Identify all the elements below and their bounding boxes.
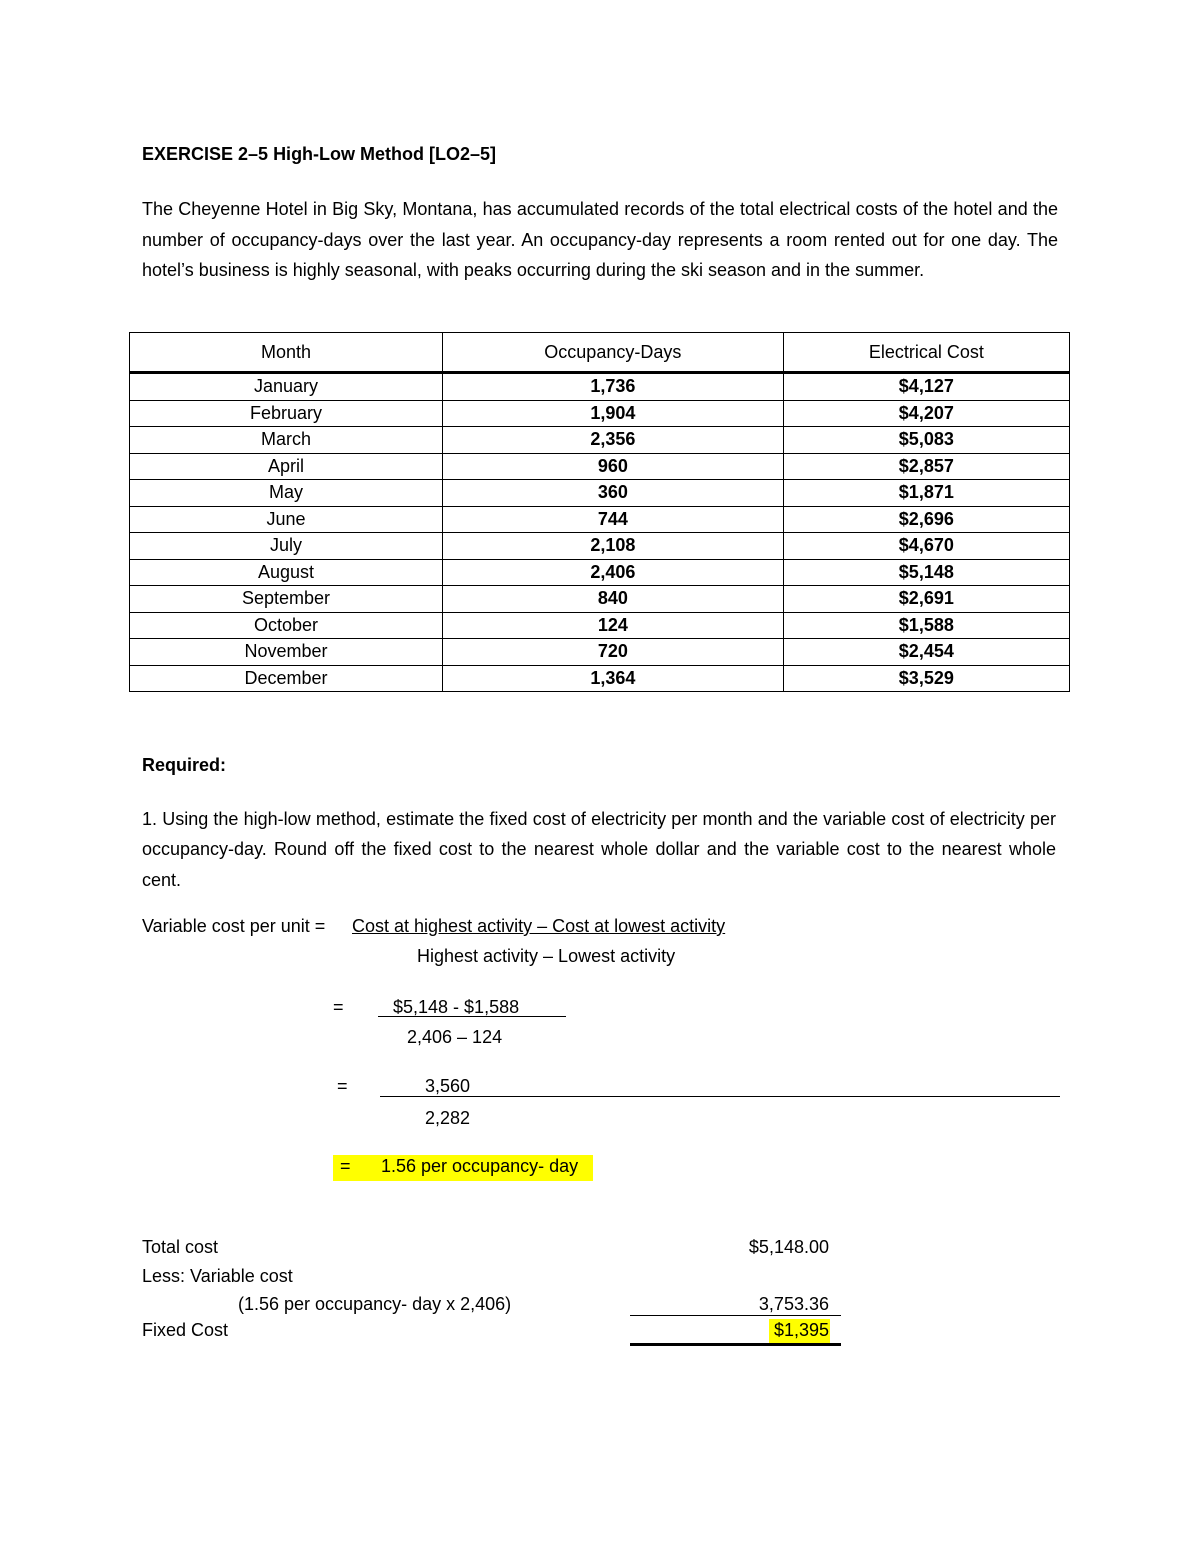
table-row (130, 533, 1070, 560)
table-row (130, 400, 1070, 427)
table-row (130, 506, 1070, 533)
occupancy-days-cell: 1,364 (443, 665, 784, 692)
exercise-title: EXERCISE 2–5 High-Low Method [LO2–5] (142, 144, 497, 164)
column-header: Occupancy-Days (443, 333, 784, 373)
step2-denominator: 2,282 (425, 1108, 471, 1128)
column-header: Electrical Cost (783, 333, 1069, 373)
variable-cost-result: 1.56 per occupancy- day (381, 1156, 579, 1176)
table-row (130, 586, 1070, 613)
electrical-cost-cell: $2,696 (783, 506, 1069, 533)
table-header-row (130, 333, 1070, 373)
electrical-cost-cell: $2,691 (783, 586, 1069, 613)
step2-fraction-line (380, 1096, 1060, 1097)
occupancy-days-cell: 840 (443, 586, 784, 613)
total-cost-label: Total cost (142, 1237, 219, 1257)
table-row (130, 427, 1070, 454)
month-cell: December (130, 665, 443, 692)
occupancy-days-cell: 1,904 (443, 400, 784, 427)
electrical-cost-cell: $4,127 (783, 373, 1069, 401)
electrical-cost-cell: $4,670 (783, 533, 1069, 560)
month-cell: May (130, 480, 443, 507)
table-row (130, 480, 1070, 507)
occupancy-days-cell: 360 (443, 480, 784, 507)
electrical-cost-cell: $1,588 (783, 612, 1069, 639)
electrical-cost-cell: $2,454 (783, 639, 1069, 666)
column-header: Month (130, 333, 443, 373)
electrical-cost-cell: $3,529 (783, 665, 1069, 692)
variable-calc-label: (1.56 per occupancy- day x 2,406) (238, 1294, 512, 1314)
electrical-cost-cell: $2,857 (783, 453, 1069, 480)
table-row (130, 665, 1070, 692)
month-cell: February (130, 400, 443, 427)
fixed-cost-label: Fixed Cost (142, 1320, 229, 1340)
table-row (130, 373, 1070, 401)
occupancy-days-cell: 960 (443, 453, 784, 480)
electrical-cost-cell: $1,871 (783, 480, 1069, 507)
occupancy-cost-table (129, 332, 1070, 692)
electrical-cost-cell: $5,083 (783, 427, 1069, 454)
month-cell: January (130, 373, 443, 401)
table-row (130, 559, 1070, 586)
total-cost-value: $5,148.00 (748, 1237, 829, 1257)
occupancy-days-cell: 2,406 (443, 559, 784, 586)
month-cell: July (130, 533, 443, 560)
less-variable-label: Less: Variable cost (142, 1266, 293, 1286)
formula-denominator: Highest activity – Lowest activity (417, 946, 676, 966)
formula-numerator: Cost at highest activity – Cost at lowest activity (352, 916, 726, 936)
month-cell: March (130, 427, 443, 454)
table-row (130, 612, 1070, 639)
occupancy-days-cell: 744 (443, 506, 784, 533)
equals-sign: = (340, 1156, 351, 1176)
table-row (130, 453, 1070, 480)
fixed-cost-value: $1,395 (773, 1320, 829, 1340)
formula-label: Variable cost per unit = (142, 916, 326, 936)
occupancy-days-cell: 2,356 (443, 427, 784, 454)
month-cell: September (130, 586, 443, 613)
occupancy-days-cell: 720 (443, 639, 784, 666)
month-cell: November (130, 639, 443, 666)
step1-denominator: 2,406 – 124 (407, 1027, 503, 1047)
variable-cost-value: 3,753.36 (758, 1294, 829, 1314)
step1-numerator: $5,148 - $1,588 (393, 997, 520, 1017)
step1-fraction-line (378, 1016, 566, 1017)
required-heading: Required: (142, 755, 227, 775)
intro-paragraph: The Cheyenne Hotel in Big Sky, Montana, has accumulated records of the total electrical costs of the hotel and the number of occupancy-days over the last year. An occupancy-day represents a room rented out for one day. The hotel’s business is highly seasonal, with peaks occurring during the ski season and in the summer. (142, 199, 1058, 281)
equals-sign: = (333, 997, 344, 1017)
subtotal-line (630, 1315, 841, 1316)
occupancy-days-cell: 2,108 (443, 533, 784, 560)
total-double-line (630, 1343, 841, 1346)
step2-numerator: 3,560 (425, 1076, 471, 1096)
occupancy-days-cell: 124 (443, 612, 784, 639)
occupancy-days-cell: 1,736 (443, 373, 784, 401)
month-cell: October (130, 612, 443, 639)
equals-sign: = (337, 1076, 348, 1096)
month-cell: June (130, 506, 443, 533)
question-1: 1. Using the high-low method, estimate the fixed cost of electricity per month and the variable cost of electricity per occupancy-day. Round off the fixed cost to the nearest whole dollar and the variable cost to the nearest whole cent. (142, 809, 1056, 890)
electrical-cost-cell: $5,148 (783, 559, 1069, 586)
electrical-cost-cell: $4,207 (783, 400, 1069, 427)
month-cell: August (130, 559, 443, 586)
table-row (130, 639, 1070, 666)
month-cell: April (130, 453, 443, 480)
